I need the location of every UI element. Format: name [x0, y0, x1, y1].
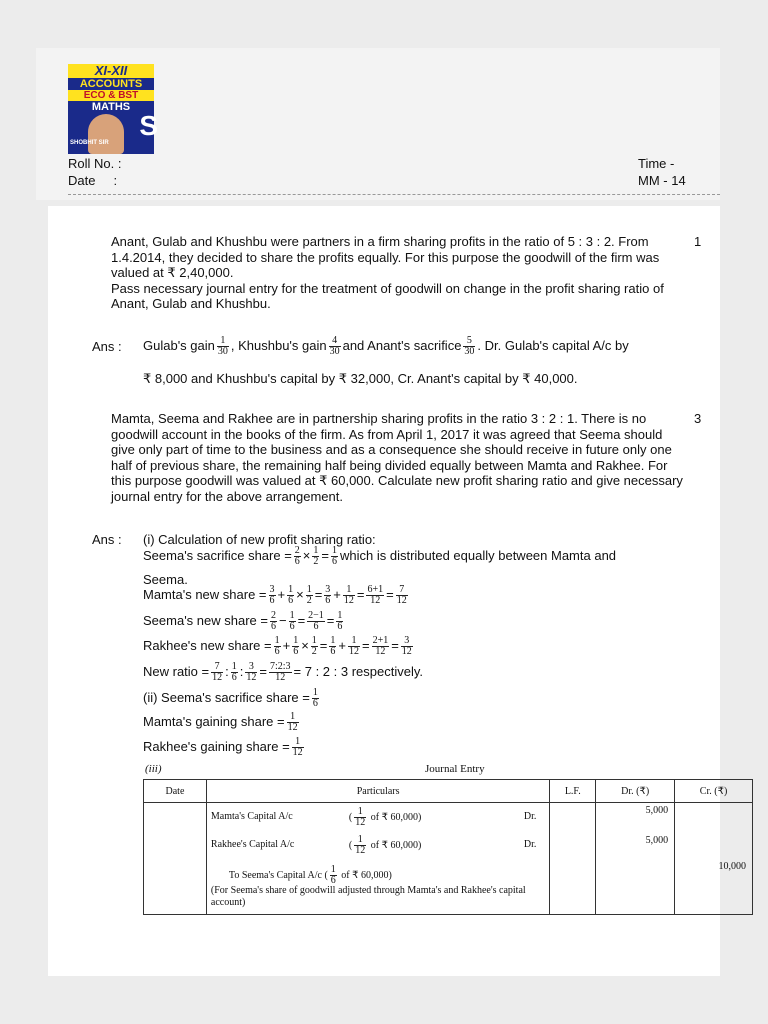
rakhee-gain-line: Rakhee's gaining share = $\frac{1}{12}$	[143, 736, 303, 758]
answer-2-label: Ans :	[92, 532, 122, 547]
divider	[68, 194, 720, 195]
table-header-row	[144, 780, 753, 803]
seema-word: Seema.	[143, 572, 188, 587]
cr-amount: 10,000	[718, 861, 746, 872]
teacher-photo	[88, 114, 124, 154]
journal-title: Journal Entry	[425, 763, 485, 775]
new-ratio-line: New ratio = $\frac{7}{12}$ : $\frac{1}{6}$ : $\frac{3}{12}$ = $\frac{7:2:3}{12}$ = 7 : 2 : 3 respectively.	[143, 661, 423, 683]
answer-1-label: Ans :	[92, 339, 122, 354]
col-lf: L.F.	[550, 780, 596, 803]
question-1-marks: 1	[694, 234, 702, 249]
question-2: Mamta, Seema and Rakhee are in partnership sharing profits in the ratio 3 : 2 : 1. There is no goodwill account in the books of the firm. As from April 1, 2017 it was agreed that Seema should give only part of time to the business and as a consequence she should receive in future only one half of previous share, the remaining half being divided equally between Mamta and Rakhee. For this purpose goodwill was valued at ₹ 60,000. Calculate new profit sharing ratio and give necessary journal entry for the above arrangement.	[111, 411, 683, 504]
col-cr: Cr. (₹)	[675, 780, 753, 803]
time-label: Time -	[638, 156, 675, 171]
max-marks-label: MM - 14	[638, 173, 686, 188]
calc-title: (i) Calculation of new profit sharing ratio:	[143, 532, 376, 547]
part-iii-label: (iii)	[145, 763, 162, 775]
table-row	[144, 803, 753, 915]
narration: (For Seema's share of goodwill adjusted through Mamta's and Rakhee's capital account)	[210, 885, 526, 908]
dr-amount-1: 5,000	[645, 805, 669, 816]
answer-1-line-2: ₹ 8,000 and Khushbu's capital by ₹ 32,000, Cr. Anant's capital by ₹ 40,000.	[143, 371, 578, 386]
mamta-new-share: Mamta's new share = $\frac{3}{6}$ + $\frac{1}{6}$ × $\frac{1}{2}$ = $\frac{3}{6}$ + $\frac{1}{12}$ = $\frac{6+1}{12}$ = $\frac{7}{12}$	[143, 584, 407, 606]
brand-logo: XI-XII ACCOUNTS ECO & BST MATHS SHOBHIT SIR S	[68, 64, 154, 154]
mamta-gain-line: Mamta's gaining share = $\frac{1}{12}$	[143, 711, 298, 733]
entry-seema: To Seema's Capital A/c ( $\frac{1}{6}$ of ₹ 60,000)	[228, 864, 392, 886]
dr-amount-2: 5,000	[645, 835, 669, 846]
col-dr: Dr. (₹)	[596, 780, 675, 803]
question-1: Anant, Gulab and Khushbu were partners in a firm sharing profits in the ratio of 5 : 3 : 2. From 1.4.2014, they decided to share the profits equally. For this purpose the goodwill of the firm was valued at ₹ 2,40,000. Pass necessary journal entry for the treatment of goodwill on change in the profit sharing ratio of Anant, Gulab and Khushbu.	[111, 234, 664, 311]
journal-table	[143, 779, 753, 915]
seema-sacrifice-line: Seema's sacrifice share = $\frac{2}{6}$ × $\frac{1}{2}$ = $\frac{1}{6}$ which is distributed equally between Mamta and	[143, 545, 617, 567]
date-label: Date :	[68, 173, 118, 188]
seema-sacrifice-ii: (ii) Seema's sacrifice share = $\frac{1}{6}$	[143, 687, 318, 709]
col-particulars: Particulars	[206, 780, 549, 803]
entry-mamta: Mamta's Capital A/c ( $\frac{1}{12}$ of ₹ 60,000) Dr.	[210, 806, 537, 828]
answer-1-line-1: Gulab's gain $\frac{1}{30}$ , Khushbu's gain $\frac{4}{30}$ and Anant's sacrifice $\frac{5}{30}$ . Dr. Gulab's capital A/c by	[143, 335, 629, 357]
roll-no-label: Roll No. :	[68, 156, 122, 171]
seema-new-share: Seema's new share = $\frac{2}{6}$ − $\frac{1}{6}$ = $\frac{2-1}{6}$ = $\frac{1}{6}$	[143, 610, 343, 632]
col-date: Date	[144, 780, 207, 803]
entry-rakhee: Rakhee's Capital A/c ( $\frac{1}{12}$ of ₹ 60,000) Dr.	[210, 834, 537, 856]
rakhee-new-share: Rakhee's new share = $\frac{1}{6}$ + $\frac{1}{6}$ × $\frac{1}{2}$ = $\frac{1}{6}$ + $\frac{1}{12}$ = $\frac{2+1}{12}$ = $\frac{3}{12}$	[143, 635, 412, 657]
question-2-marks: 3	[694, 411, 702, 426]
